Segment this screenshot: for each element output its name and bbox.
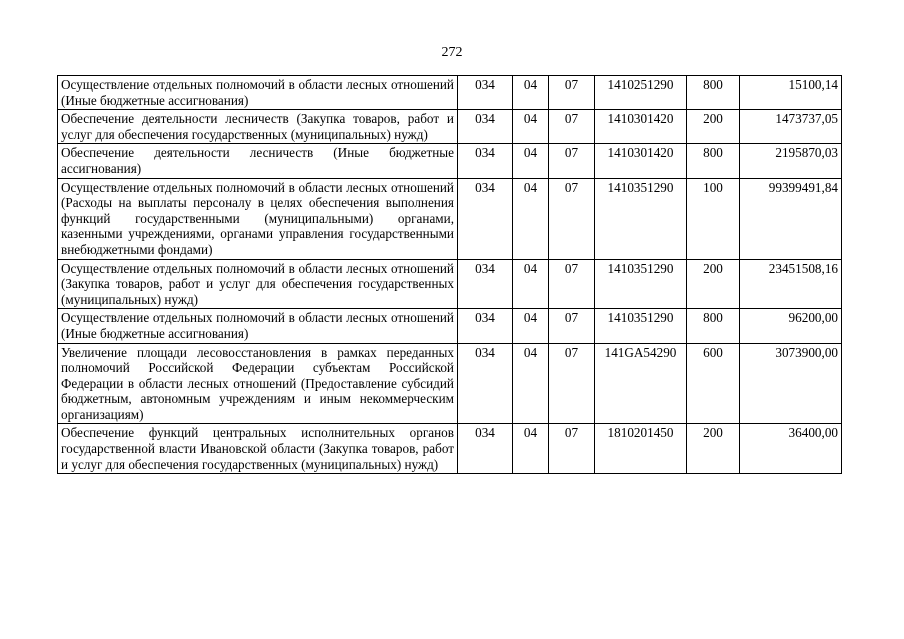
row-section-code: 04 [513, 144, 549, 178]
row-target-article: 141GA54290 [595, 343, 687, 424]
row-section-code: 04 [513, 424, 549, 474]
row-expense-type: 200 [687, 259, 740, 309]
row-target-article: 1410351290 [595, 309, 687, 343]
row-amount: 23451508,16 [740, 259, 842, 309]
row-ministry-code: 034 [458, 424, 513, 474]
row-expense-type: 600 [687, 343, 740, 424]
row-subsection-code: 07 [549, 178, 595, 259]
row-target-article: 1410301420 [595, 110, 687, 144]
table-row [58, 144, 842, 178]
row-ministry-code: 034 [458, 144, 513, 178]
row-description: Увеличение площади лесовосстановления в рамках переданных полномочий Российской Федерации субъектам Российской Федерации в области лесных отношений (Предоставление субсидий бюджетным, автономным учреждениям и иным некоммерческим организациям) [58, 343, 458, 424]
row-description: Обеспечение деятельности лесничеств (Иные бюджетные ассигнования) [58, 144, 458, 178]
row-target-article: 1410351290 [595, 178, 687, 259]
row-subsection-code: 07 [549, 424, 595, 474]
row-amount: 2195870,03 [740, 144, 842, 178]
row-subsection-code: 07 [549, 343, 595, 424]
row-amount: 99399491,84 [740, 178, 842, 259]
row-description: Осуществление отдельных полномочий в области лесных отношений (Иные бюджетные ассигнования) [58, 76, 458, 110]
row-section-code: 04 [513, 343, 549, 424]
budget-table [57, 75, 842, 474]
table-row [58, 76, 842, 110]
row-description: Осуществление отдельных полномочий в области лесных отношений (Закупка товаров, работ и услуг для обеспечения государственных (муниципальных) нужд) [58, 259, 458, 309]
row-amount: 3073900,00 [740, 343, 842, 424]
row-description: Обеспечение функций центральных исполнительных органов государственной власти Ивановской области (Закупка товаров, работ и услуг для обеспечения государственных (муниципальных) нужд) [58, 424, 458, 474]
row-section-code: 04 [513, 110, 549, 144]
row-target-article: 1410301420 [595, 144, 687, 178]
row-ministry-code: 034 [458, 110, 513, 144]
row-target-article: 1410351290 [595, 259, 687, 309]
row-expense-type: 800 [687, 144, 740, 178]
table-row [58, 343, 842, 424]
row-amount: 15100,14 [740, 76, 842, 110]
page-number: 272 [441, 45, 463, 60]
row-description: Осуществление отдельных полномочий в области лесных отношений (Иные бюджетные ассигнования) [58, 309, 458, 343]
row-target-article: 1810201450 [595, 424, 687, 474]
row-ministry-code: 034 [458, 178, 513, 259]
table-row [58, 309, 842, 343]
row-ministry-code: 034 [458, 259, 513, 309]
row-section-code: 04 [513, 76, 549, 110]
row-expense-type: 100 [687, 178, 740, 259]
row-section-code: 04 [513, 259, 549, 309]
row-target-article: 1410251290 [595, 76, 687, 110]
table-row [58, 110, 842, 144]
row-section-code: 04 [513, 309, 549, 343]
row-subsection-code: 07 [549, 144, 595, 178]
table-row [58, 424, 842, 474]
row-description: Обеспечение деятельности лесничеств (Закупка товаров, работ и услуг для обеспечения государственных (муниципальных) нужд) [58, 110, 458, 144]
row-expense-type: 800 [687, 76, 740, 110]
row-ministry-code: 034 [458, 343, 513, 424]
row-subsection-code: 07 [549, 259, 595, 309]
row-section-code: 04 [513, 178, 549, 259]
row-subsection-code: 07 [549, 76, 595, 110]
table-row [58, 178, 842, 259]
row-expense-type: 200 [687, 424, 740, 474]
row-expense-type: 800 [687, 309, 740, 343]
row-amount: 1473737,05 [740, 110, 842, 144]
table-row [58, 259, 842, 309]
row-subsection-code: 07 [549, 309, 595, 343]
row-ministry-code: 034 [458, 76, 513, 110]
row-description: Осуществление отдельных полномочий в области лесных отношений (Расходы на выплаты персоналу в целях обеспечения выполнения функций государственными (муниципальными) органами, казенными учреждениями, органами управления государственными внебюджетными фондами) [58, 178, 458, 259]
row-ministry-code: 034 [458, 309, 513, 343]
row-amount: 36400,00 [740, 424, 842, 474]
row-expense-type: 200 [687, 110, 740, 144]
row-subsection-code: 07 [549, 110, 595, 144]
row-amount: 96200,00 [740, 309, 842, 343]
